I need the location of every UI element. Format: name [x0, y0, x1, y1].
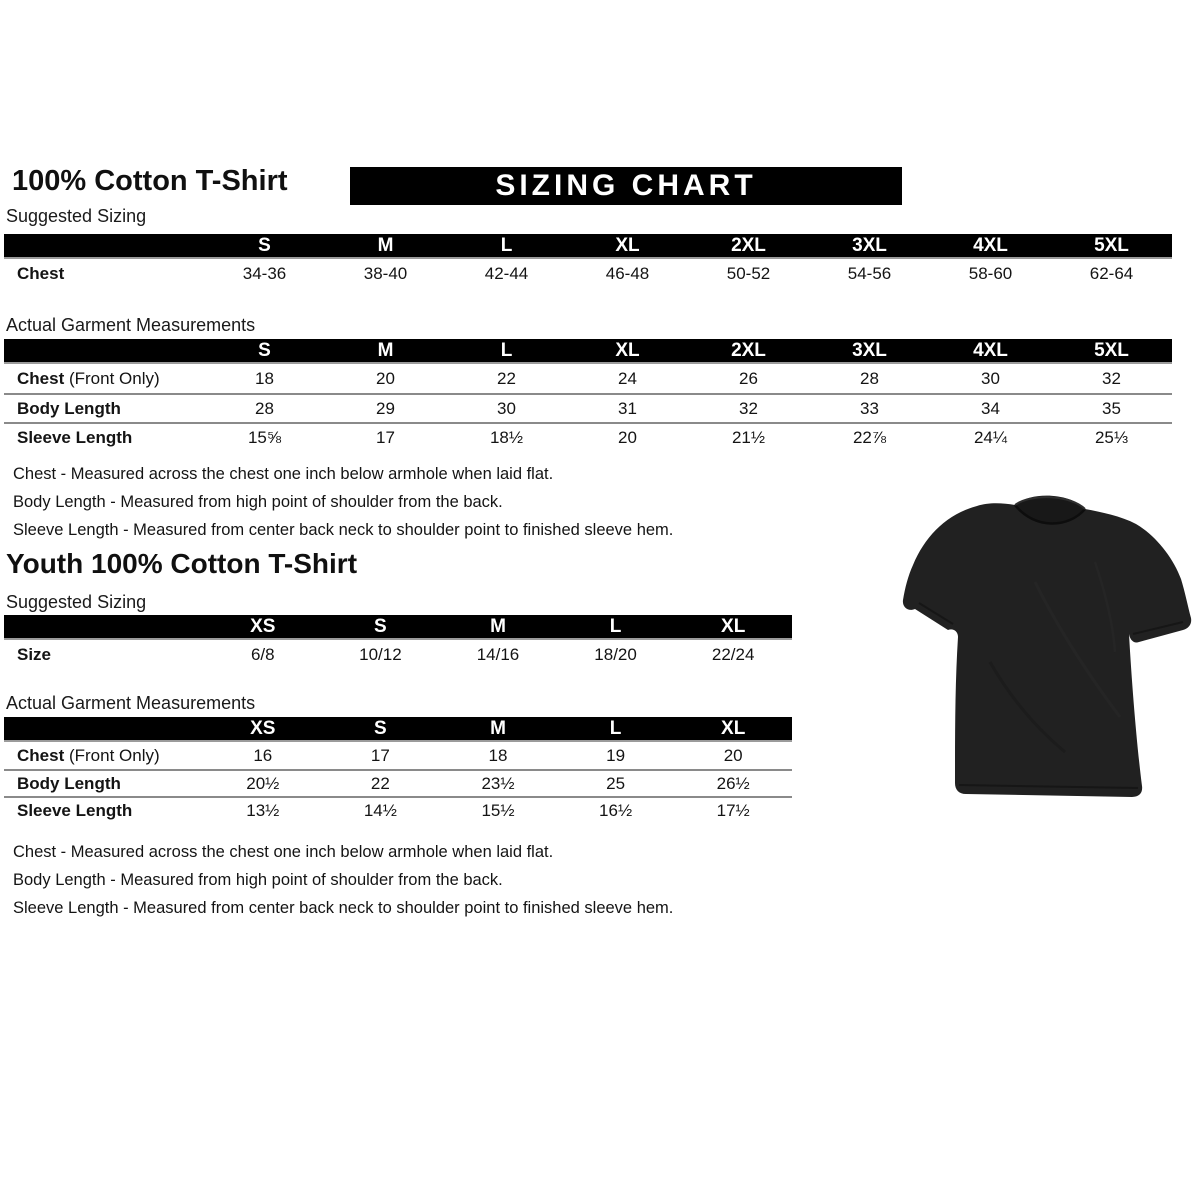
size-column-header: 4XL — [973, 339, 1008, 361]
table-cell: 42-44 — [484, 264, 529, 283]
size-column-header: L — [609, 615, 622, 637]
size-column-header: L — [609, 717, 622, 739]
table-cell: 16 — [253, 745, 273, 765]
table-cell: 19 — [606, 745, 626, 765]
table-row — [4, 769, 792, 796]
size-column-header: S — [374, 615, 387, 637]
row-label: Body Length — [17, 773, 121, 793]
adult-suggested-sizing-label: Suggested Sizing — [6, 206, 147, 226]
row-label: Sleeve Length — [17, 800, 133, 820]
table-header-row — [4, 234, 1172, 259]
table-cell: 21½ — [731, 427, 766, 447]
row-label: Chest (Front Only) — [17, 368, 160, 388]
adult-actual-measurements-table — [4, 339, 1172, 451]
table-row — [4, 393, 1172, 422]
youth-suggested-sizing-table — [4, 615, 792, 669]
table-cell: 13½ — [246, 800, 280, 820]
table-row — [4, 742, 792, 769]
size-column-header: S — [374, 717, 387, 739]
table-cell: 18 — [255, 368, 274, 388]
table-cell: 20 — [723, 745, 743, 765]
table-cell: 31 — [618, 398, 637, 418]
table-cell: 25 — [606, 773, 626, 793]
table-cell: 35 — [1102, 398, 1121, 418]
size-column-header: M — [377, 234, 394, 256]
table-cell: 22/24 — [711, 644, 755, 664]
table-cell: 18½ — [489, 427, 524, 447]
table-row — [4, 259, 1172, 289]
table-header-row — [4, 339, 1172, 364]
note-body-length: Body Length - Measured from high point of shoulder from the back. — [13, 493, 503, 511]
table-cell: 22 — [370, 773, 390, 793]
row-label: Body Length — [17, 398, 121, 418]
table-cell: 18/20 — [594, 644, 637, 664]
table-header-row — [4, 615, 792, 640]
table-cell: 32 — [1102, 368, 1121, 388]
sizing-chart-banner: SIZING CHART — [350, 167, 902, 205]
youth-actual-measurements-table — [4, 717, 792, 823]
size-column-header: 3XL — [852, 234, 887, 256]
table-cell: 34-36 — [242, 264, 287, 283]
table-cell: 14/16 — [476, 644, 520, 664]
size-column-header: S — [258, 234, 271, 256]
table-cell: 62-64 — [1089, 264, 1134, 283]
row-label: Chest — [17, 264, 65, 283]
size-column-header: M — [377, 339, 394, 361]
size-column-header: 5XL — [1094, 339, 1129, 361]
table-cell: 30 — [981, 368, 1000, 388]
youth-suggested-sizing-label: Suggested Sizing — [6, 592, 147, 612]
table-cell: 54-56 — [847, 264, 892, 283]
table-row — [4, 796, 792, 823]
table-cell: 26½ — [716, 773, 750, 793]
note-chest: Chest - Measured across the chest one inch below armhole when laid flat. — [13, 465, 554, 483]
table-cell: 6/8 — [250, 644, 275, 664]
table-row — [4, 640, 792, 669]
size-column-header: S — [258, 339, 271, 361]
size-column-header: 2XL — [731, 339, 766, 361]
table-cell: 24¼ — [973, 427, 1008, 447]
size-column-header: 3XL — [852, 339, 887, 361]
size-column-header: XL — [615, 339, 640, 361]
row-label: Sleeve Length — [17, 427, 133, 447]
size-column-header: XS — [250, 717, 276, 739]
table-cell: 34 — [981, 398, 1000, 418]
table-cell: 17 — [376, 427, 395, 447]
table-cell: 46-48 — [605, 264, 650, 283]
table-cell: 10/12 — [359, 644, 402, 664]
size-column-header: L — [500, 339, 513, 361]
table-cell: 29 — [376, 398, 395, 418]
table-cell: 33 — [860, 398, 879, 418]
size-column-header: XS — [250, 615, 276, 637]
row-label-note: (Front Only) — [64, 745, 160, 765]
adult-measurement-notes — [13, 460, 673, 544]
table-cell: 20 — [618, 427, 637, 447]
page-title: 100% Cotton T-Shirt — [12, 165, 288, 197]
row-label: Size — [17, 644, 52, 664]
table-cell: 22 — [497, 368, 516, 388]
table-cell: 20 — [376, 368, 395, 388]
table-cell: 26 — [739, 368, 758, 388]
youth-measurement-notes — [13, 838, 673, 922]
table-cell: 28 — [860, 368, 879, 388]
table-cell: 30 — [497, 398, 516, 418]
note-sleeve-length: Sleeve Length - Measured from center back neck to shoulder point to finished sleeve hem. — [13, 521, 674, 539]
table-cell: 14½ — [363, 800, 397, 820]
table-cell: 15½ — [481, 800, 515, 820]
size-column-header: 4XL — [973, 234, 1008, 256]
row-label-note: (Front Only) — [64, 368, 160, 388]
table-cell: 58-60 — [968, 264, 1013, 283]
table-cell: 32 — [739, 398, 758, 418]
table-cell: 25⅓ — [1094, 427, 1129, 447]
table-cell: 38-40 — [363, 264, 408, 283]
tshirt-product-image — [885, 472, 1200, 822]
size-column-header: L — [500, 234, 513, 256]
note-sleeve-length: Sleeve Length - Measured from center back neck to shoulder point to finished sleeve hem. — [13, 899, 674, 917]
table-cell: 50-52 — [726, 264, 771, 283]
tshirt-image — [885, 472, 1200, 822]
table-cell: 17½ — [716, 800, 750, 820]
table-row — [4, 422, 1172, 451]
table-cell: 28 — [255, 398, 274, 418]
note-chest: Chest - Measured across the chest one inch below armhole when laid flat. — [13, 843, 554, 861]
table-cell: 17 — [370, 745, 390, 765]
table-cell: 18 — [488, 745, 508, 765]
table-cell: 22⅞ — [852, 427, 887, 447]
size-column-header: M — [490, 717, 506, 739]
table-header-row — [4, 717, 792, 742]
table-cell: 24 — [618, 368, 637, 388]
youth-section-title: Youth 100% Cotton T-Shirt — [6, 548, 358, 579]
table-cell: 15⅝ — [247, 427, 282, 447]
size-column-header: 5XL — [1094, 234, 1129, 256]
adult-actual-measurements-label: Actual Garment Measurements — [6, 315, 256, 335]
size-column-header: XL — [721, 615, 746, 637]
youth-actual-measurements-label: Actual Garment Measurements — [6, 693, 256, 713]
note-body-length: Body Length - Measured from high point of shoulder from the back. — [13, 871, 503, 889]
table-cell: 23½ — [481, 773, 515, 793]
table-cell: 16½ — [599, 800, 633, 820]
table-cell: 20½ — [246, 773, 280, 793]
row-label: Chest (Front Only) — [17, 745, 160, 765]
size-column-header: XL — [615, 234, 640, 256]
table-row — [4, 364, 1172, 393]
size-column-header: XL — [721, 717, 746, 739]
adult-suggested-sizing-table — [4, 234, 1172, 289]
size-column-header: 2XL — [731, 234, 766, 256]
size-column-header: M — [490, 615, 506, 637]
